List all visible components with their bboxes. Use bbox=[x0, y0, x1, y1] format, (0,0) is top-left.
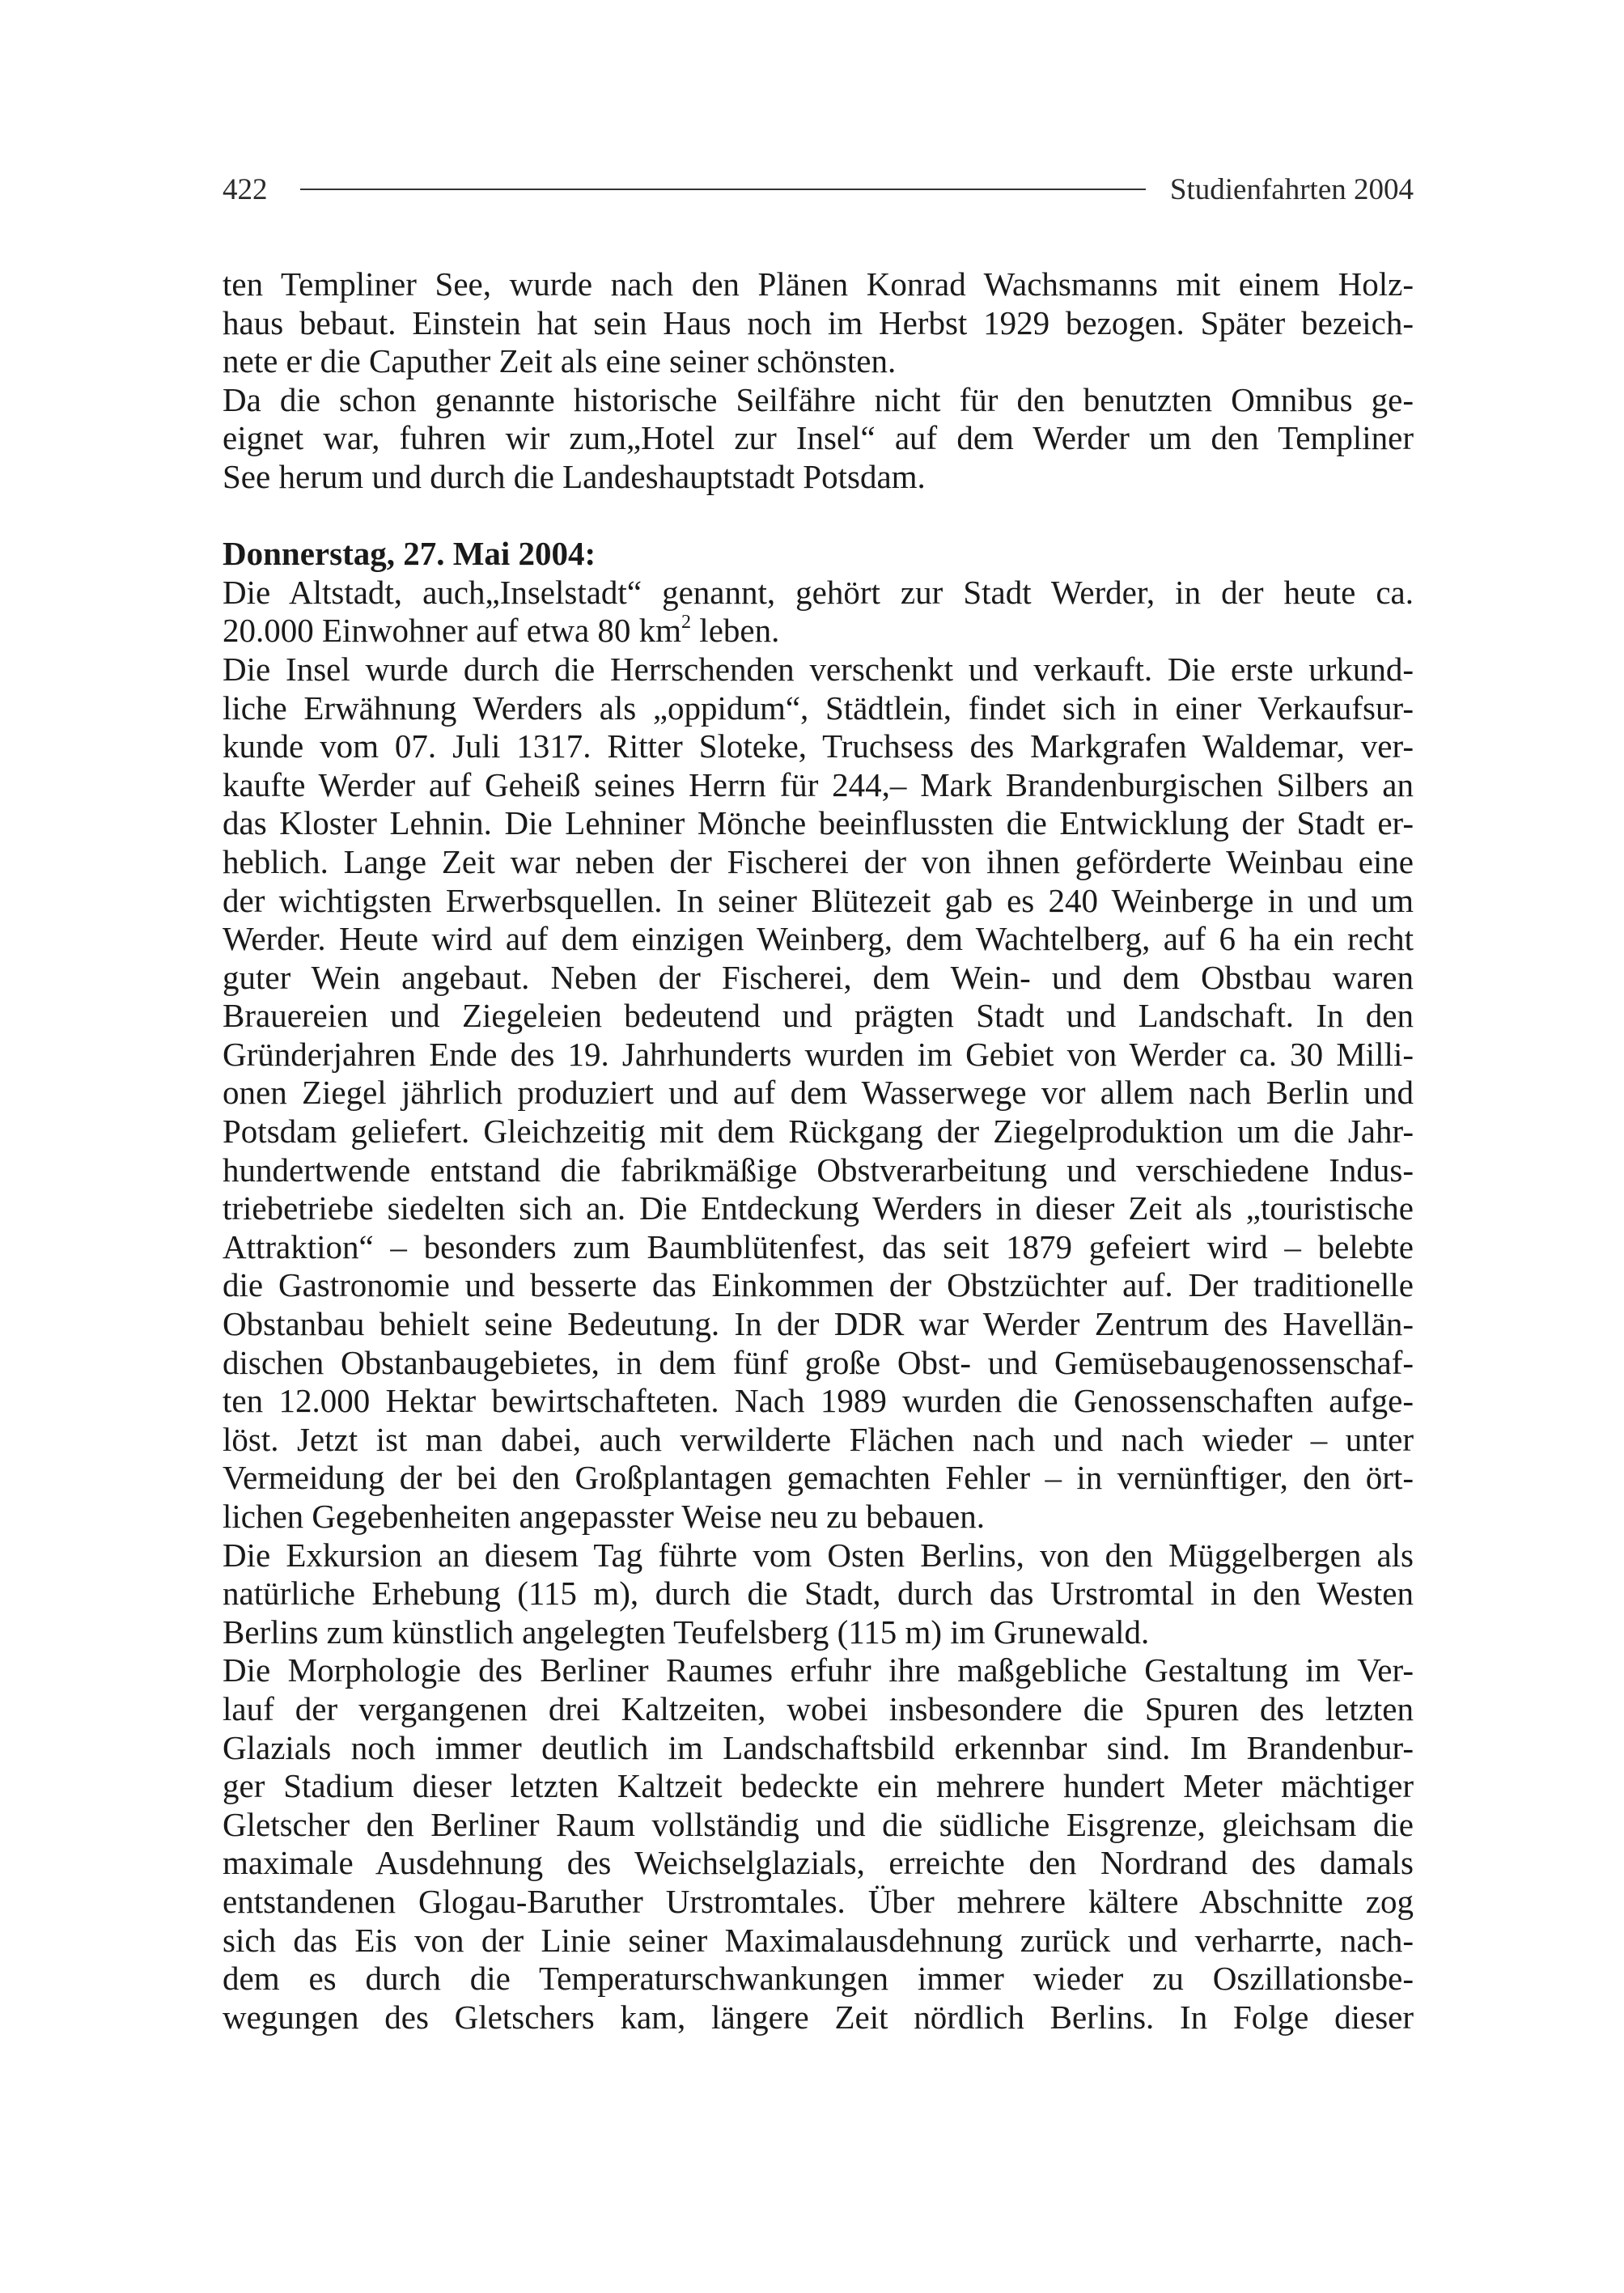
superscript-two: 2 bbox=[681, 612, 692, 634]
text-line: Brauereien und Ziegeleien bedeutend und prägten Stadt und Landschaft. In den bbox=[223, 997, 1414, 1035]
page-body bbox=[223, 265, 1414, 2037]
text-line: nete er die Caputher Zeit als eine seiner schönsten. bbox=[223, 342, 897, 380]
text-line: eignet war, fuhren wir zum„Hotel zur Insel“ auf dem Werder um den Templiner bbox=[223, 419, 1414, 457]
text-line: triebetriebe siedelten sich an. Die Entdeckung Werders in dieser Zeit als „touristische bbox=[223, 1189, 1414, 1227]
header-rule bbox=[300, 189, 1146, 190]
text-line: der wichtigsten Erwerbsquellen. In seiner Blütezeit gab es 240 Weinberge in und um bbox=[223, 881, 1414, 919]
text-line: Gletscher den Berliner Raum vollständig und die südliche Eisgrenze, gleichsam die bbox=[223, 1805, 1414, 1843]
text-line: Die Morphologie des Berliner Raumes erfuhr ihre maßgebliche Gestaltung im Ver- bbox=[223, 1651, 1414, 1689]
paragraph bbox=[223, 1536, 1414, 1652]
text-line: das Kloster Lehnin. Die Lehniner Mönche beeinflussten die Entwicklung der Stadt er- bbox=[223, 804, 1414, 842]
text-line: kunde vom 07. Juli 1317. Ritter Sloteke, Truchsess des Markgrafen Waldemar, ver- bbox=[223, 727, 1414, 765]
paragraph bbox=[223, 651, 1414, 1536]
text-line: Vermeidung der bei den Großplantagen gemachten Fehler – in vernünftiger, den ört- bbox=[223, 1459, 1414, 1497]
text-line: natürliche Erhebung (115 m), durch die Stadt, durch das Urstromtal in den Westen bbox=[223, 1575, 1414, 1613]
text-line: guter Wein angebaut. Neben der Fischerei, dem Wein- und dem Obstbau waren bbox=[223, 958, 1414, 996]
text-line: Potsdam geliefert. Gleichzeitig mit dem Rückgang der Ziegelproduktion um die Jahr- bbox=[223, 1113, 1414, 1151]
text-line: dem es durch die Temperaturschwankungen immer wieder zu Oszillationsbe- bbox=[223, 1960, 1414, 1998]
text-line: See herum und durch die Landeshauptstadt Potsdam. bbox=[223, 457, 926, 495]
running-header bbox=[223, 165, 1414, 214]
text-line: löst. Jetzt ist man dabei, auch verwilderte Flächen nach und nach wieder – unter bbox=[223, 1420, 1414, 1458]
paragraph bbox=[223, 265, 1414, 381]
text-line: liche Erwähnung Werders als „oppidum“, Städtlein, findet sich in einer Verkaufsur- bbox=[223, 689, 1414, 727]
text-line: onen Ziegel jährlich produziert und auf dem Wasserwege vor allem nach Berlin und bbox=[223, 1074, 1414, 1112]
text-line: ger Stadium dieser letzten Kaltzeit bedeckte ein mehrere hundert Meter mächtiger bbox=[223, 1767, 1414, 1805]
paragraph bbox=[223, 1651, 1414, 2037]
section-gap bbox=[223, 497, 1414, 536]
text-line: Die Exkursion an diesem Tag führte vom Osten Berlins, von den Müggelbergen als bbox=[223, 1536, 1414, 1574]
text-line: heblich. Lange Zeit war neben der Fischerei der von ihnen geförderte Weinbau eine bbox=[223, 842, 1414, 880]
text-line: Werder. Heute wird auf dem einzigen Weinberg, dem Wachtelberg, auf 6 ha ein recht bbox=[223, 920, 1414, 958]
text-line: lichen Gegebenheiten angepasster Weise neu zu bebauen. bbox=[223, 1498, 985, 1535]
text-line: ten 12.000 Hektar bewirtschafteten. Nach 1989 wurden die Genossenschaften aufge- bbox=[223, 1382, 1414, 1420]
page-number: 422 bbox=[223, 172, 268, 206]
text-line: die Gastronomie und besserte das Einkommen der Obstzüchter auf. Der traditionelle bbox=[223, 1266, 1414, 1304]
running-title: Studienfahrten 2004 bbox=[1169, 172, 1414, 206]
text-line: Attraktion“ – besonders zum Baumblütenfest, das seit 1879 gefeiert wird – belebte bbox=[223, 1227, 1414, 1265]
text-line: dischen Obstanbaugebietes, in dem fünf große Obst- und Gemüsebaugenossenschaf- bbox=[223, 1343, 1414, 1381]
text-line: Obstanbau behielt seine Bedeutung. In der DDR war Werder Zentrum des Havellän- bbox=[223, 1305, 1414, 1343]
text-line: maximale Ausdehnung des Weichselglazials, erreichte den Nordrand des damals bbox=[223, 1844, 1414, 1882]
text-line: Die Insel wurde durch die Herrschenden verschenkt und verkauft. Die erste urkund- bbox=[223, 650, 1414, 688]
text-line: entstandenen Glogau-Baruther Urstromtales. Über mehrere kältere Abschnitte zog bbox=[223, 1882, 1414, 1920]
text-line: sich das Eis von der Linie seiner Maximalausdehnung zurück und verharrte, nach- bbox=[223, 1921, 1414, 1959]
text-line: Berlins zum künstlich angelegten Teufelsberg (115 m) im Grunewald. bbox=[223, 1613, 1150, 1651]
text-line: Die Altstadt, auch„Inselstadt“ genannt, gehört zur Stadt Werder, in der heute ca. bbox=[223, 573, 1414, 611]
section-heading: Donnerstag, 27. Mai 2004: bbox=[223, 535, 596, 573]
paragraph bbox=[223, 381, 1414, 497]
text-line: haus bebaut. Einstein hat sein Haus noch im Herbst 1929 bezogen. Später bezeich- bbox=[223, 303, 1414, 341]
text-line: lauf der vergangenen drei Kaltzeiten, wobei insbesondere die Spuren des letzten bbox=[223, 1689, 1414, 1727]
text-segment: 20.000 Einwohner auf etwa 80 km bbox=[223, 612, 682, 650]
text-line: hundertwende entstand die fabrikmäßige Obstverarbeitung und verschiedene Indus- bbox=[223, 1151, 1414, 1189]
text-segment: leben. bbox=[691, 612, 780, 650]
opening-paragraphs bbox=[223, 265, 1414, 497]
section-paragraphs bbox=[223, 651, 1414, 2037]
text-line: wegungen des Gletschers kam, längere Zeit nördlich Berlins. In Folge dieser bbox=[223, 1998, 1414, 2036]
section-donnerstag bbox=[223, 535, 1414, 2037]
text-line: Gründerjahren Ende des 19. Jahrhunderts wurden im Gebiet von Werder ca. 30 Milli- bbox=[223, 1035, 1414, 1073]
text-line: Glazials noch immer deutlich im Landschaftsbild erkennbar sind. Im Brandenbur- bbox=[223, 1728, 1414, 1766]
text-line: Da die schon genannte historische Seilfähre nicht für den benutzten Omnibus ge- bbox=[223, 380, 1414, 418]
text-line: kaufte Werder auf Geheiß seines Herrn für 244,– Mark Brandenburgischen Silbers an bbox=[223, 765, 1414, 803]
text-line: ten Templiner See, wurde nach den Plänen Konrad Wachsmanns mit einem Holz- bbox=[223, 265, 1414, 303]
text-line bbox=[223, 612, 1414, 651]
